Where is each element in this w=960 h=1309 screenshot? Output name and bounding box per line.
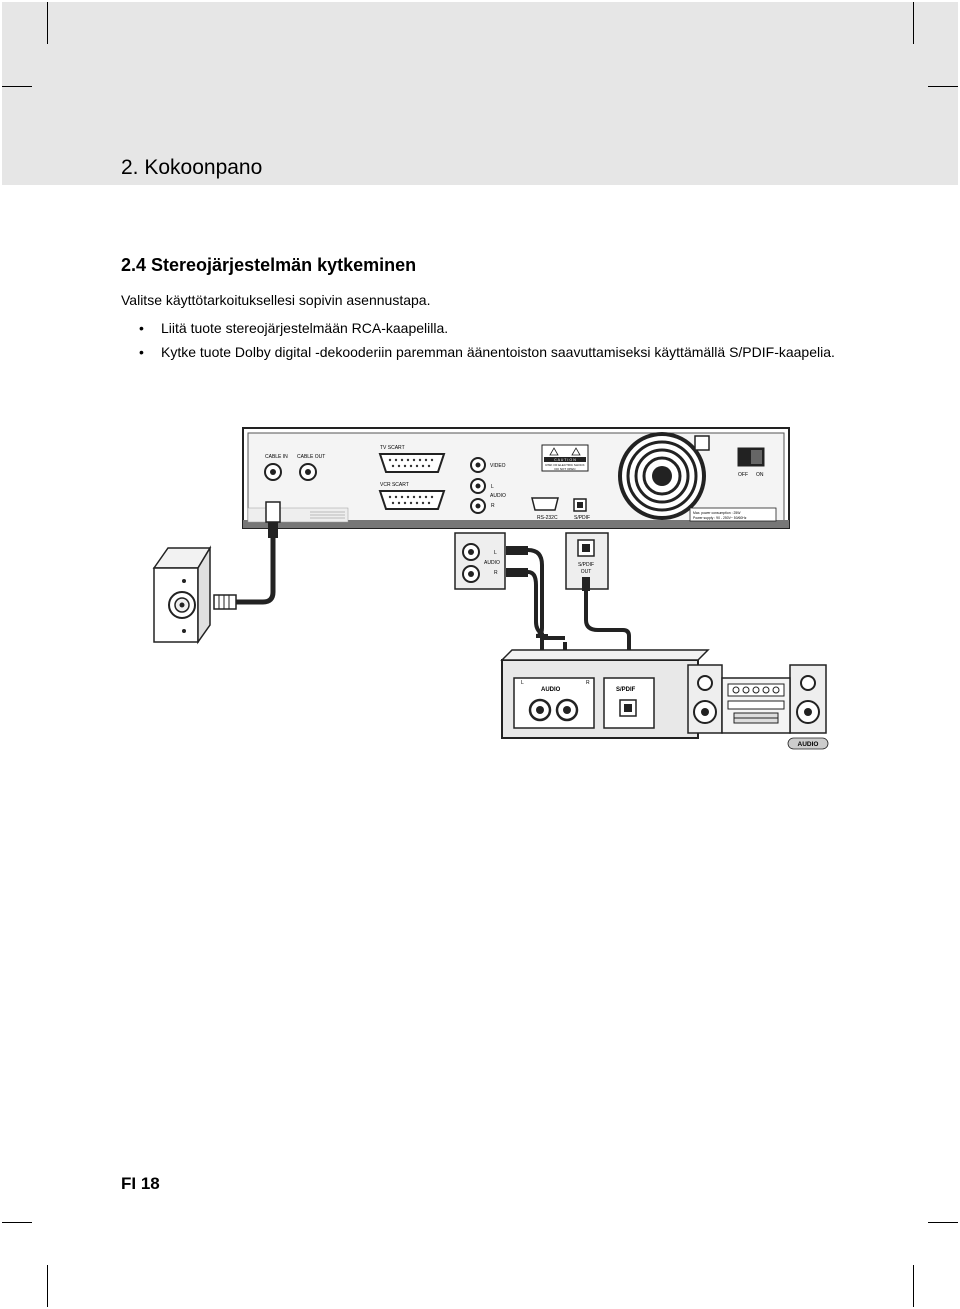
spdif-label: S/PDIF: [574, 515, 591, 521]
power-socket: [695, 436, 709, 450]
receiver-rear-panel: [243, 428, 789, 528]
power-supply-text: Power supply : 90 - 250V~ 50/60Hz: [693, 516, 747, 520]
caution-note: DO NOT OPEN: [554, 467, 576, 471]
zoom-audio-label: AUDIO: [484, 560, 500, 566]
stereo-system: [502, 650, 828, 749]
crop-mark: [913, 1265, 914, 1307]
audio-r-label: R: [491, 503, 495, 509]
zoom-spdif-label: S/PDIF: [577, 562, 595, 568]
list-item: [121, 340, 835, 364]
page-number: FI 18: [121, 1174, 160, 1193]
cable-out-label: CABLE OUT: [297, 454, 326, 460]
vcr-scart-label: VCR SCART: [380, 482, 409, 488]
zoomed-spdif-connector: [566, 533, 608, 591]
audio-l-label: L: [491, 484, 494, 490]
list-item-text: Liitä tuote stereojärjestelmään RCA-kaapelilla.: [161, 320, 449, 336]
vcr-scart-port: [380, 491, 444, 509]
chapter-title: 2. Kokoonpano: [121, 156, 263, 179]
crop-mark: [913, 2, 914, 44]
list-item-text: Kytke tuote Dolby digital -dekooderiin paremman äänentoiston saavuttamiseksi käyttämällä S/PDIF-kaapelia.: [161, 344, 835, 360]
bullet-marker: •: [139, 320, 144, 336]
crop-mark: [2, 1222, 32, 1223]
crop-mark: [928, 1222, 958, 1223]
instruction-list: [121, 316, 835, 364]
power-off-label: OFF: [738, 472, 748, 478]
caution-note: RISK OF ELECTRIC SHOCK: [545, 463, 585, 467]
audio-label: AUDIO: [490, 493, 506, 499]
stereo-spdif-label: S/PDIF: [616, 687, 636, 693]
zoom-left-label: L: [494, 550, 497, 556]
crop-mark: [47, 1265, 48, 1307]
zoom-right-label: R: [494, 570, 498, 576]
cable-in-label: CABLE IN: [265, 454, 288, 460]
zoom-spdif-sub-label: OUT: [580, 569, 592, 575]
crop-mark: [47, 2, 48, 44]
caution-title: C A U T I O N: [554, 458, 576, 462]
section-title: 2.4 Stereojärjestelmän kytkeminen: [121, 255, 417, 275]
power-on-label: ON: [756, 472, 764, 478]
zoomed-audio-connectors: [455, 533, 528, 589]
stereo-right-label: R: [586, 680, 590, 686]
audio-badge-text: AUDIO: [797, 741, 819, 748]
stereo-left-label: L: [521, 680, 524, 686]
tv-scart-label: TV SCART: [380, 445, 405, 451]
stereo-audio-label: AUDIO: [541, 687, 561, 693]
rca-cable: [528, 550, 565, 656]
rs232c-port: [532, 498, 558, 510]
bullet-marker: •: [139, 344, 144, 360]
list-item: [121, 316, 835, 340]
crop-mark: [2, 86, 32, 87]
rs232c-label: RS-232C: [537, 515, 558, 521]
video-label: VIDEO: [490, 463, 506, 469]
power-consumption-text: Max. power consumption : 25W: [693, 511, 741, 515]
intro-text: Valitse käyttötarkoituksellesi sopivin asennustapa.: [121, 292, 431, 308]
tv-scart-port: [380, 454, 444, 472]
cooling-fan: [620, 434, 704, 518]
spdif-cable: [586, 591, 629, 656]
connection-diagram: [140, 420, 840, 760]
crop-mark: [928, 86, 958, 87]
wall-socket: [154, 548, 210, 642]
